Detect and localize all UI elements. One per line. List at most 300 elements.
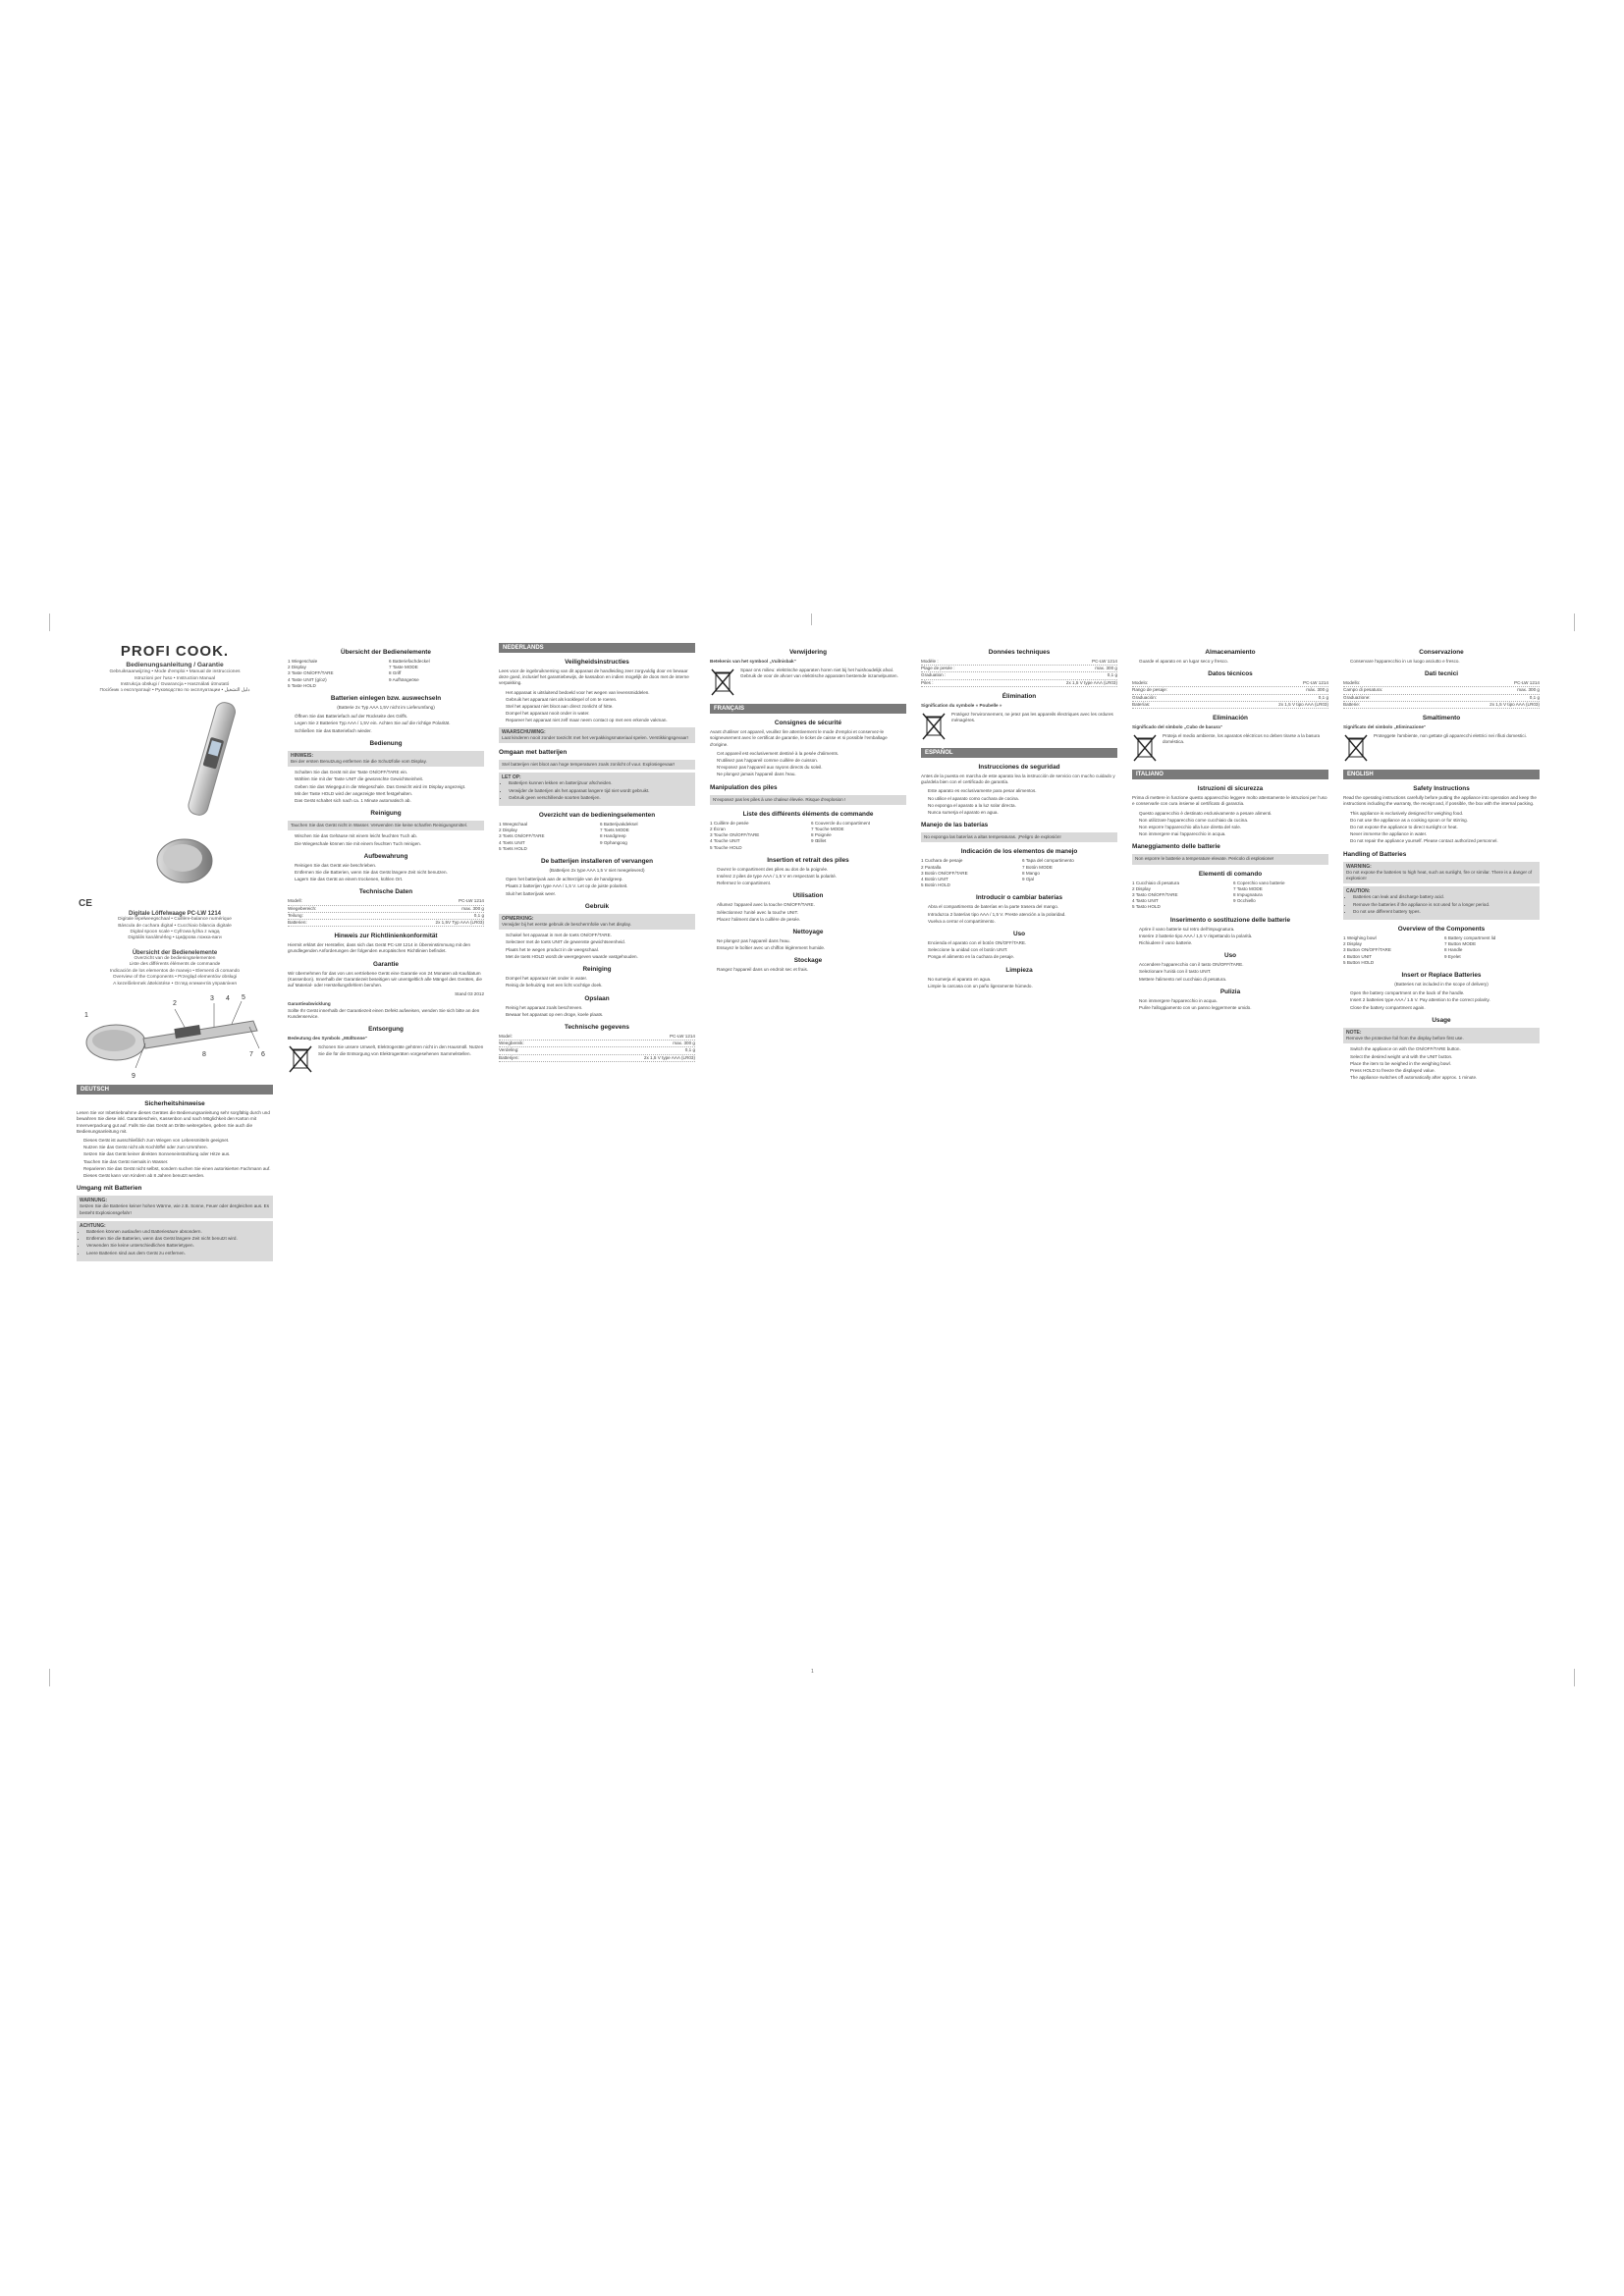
warning-label: WARNING:	[1346, 863, 1372, 870]
safety-item: • Never immerse the appliance in water.	[1350, 831, 1540, 837]
disposal-sub-es: Significado del símbolo „Cubo de basura“	[1132, 724, 1223, 730]
crop-mark	[811, 614, 812, 625]
wheelie-bin-icon	[1132, 733, 1158, 763]
model-translation: Digitális kanálmérleg • Цифрова ложка-ваги	[128, 935, 222, 941]
disposal-sub-fr: Signification du symbole « Poubelle »	[921, 702, 1002, 708]
use-item: • Ponga el alimento en la cuchara de pesaje.	[928, 954, 1117, 960]
use-item: • Placez l'aliment dans la cuillère de pesée.	[717, 917, 906, 923]
cleaning-title-nl: Reiniging	[582, 966, 612, 974]
component-item: 1 Weighing bowl	[1343, 935, 1377, 941]
crop-mark	[49, 1669, 50, 1686]
components-title-de: Übersicht der Bedienelemente	[341, 649, 431, 656]
insert-sub-en: (Batteries not included in the scope of delivery)	[1394, 982, 1489, 988]
use-item: • Sélectionnez l'unité avec la touche UNIT.	[717, 910, 906, 916]
component-item: 4 Toets UNIT	[499, 839, 525, 845]
warning-box-en	[1343, 862, 1540, 884]
battery-title-de: Umgang mit Batterien	[77, 1185, 142, 1193]
disposal-title-fr: Élimination	[1001, 692, 1037, 700]
spec-key: Modell:	[288, 898, 302, 904]
use-item: • Press HOLD to freeze the displayed value.	[1350, 1068, 1540, 1074]
safety-title-es: Instrucciones de seguridad	[978, 764, 1060, 772]
use-item: • The appliance switches off automatically after approx. 1 minute.	[1350, 1075, 1540, 1081]
storage-title-fr: Stockage	[793, 957, 823, 965]
spec-value: máx. 300 g	[1306, 687, 1328, 693]
tech-title-fr: Données techniques	[988, 649, 1051, 656]
safety-item: • Het apparaat is uitsluitend bedoeld voor het wegen van levensmiddelen.	[506, 690, 695, 696]
use-item: • Encienda el aparato con el botón ON/OFF/TARE.	[928, 940, 1117, 946]
spec-value: 0,1 g	[1529, 694, 1540, 700]
disposal-sub-it: Significato del simbolo „Eliminazione“	[1343, 724, 1427, 730]
insert-item: • Öffnen Sie das Batteriefach auf der Rückseite des Griffs.	[295, 714, 484, 720]
use-title-fr: Utilisation	[792, 892, 824, 900]
insert-item: • Introduzca 2 baterías tipo AAA / 1,5 V. Preste atención a la polaridad.	[928, 912, 1117, 918]
ce-mark: CE	[79, 897, 92, 909]
insert-item: • Vuelva a cerrar el compartimento.	[928, 919, 1117, 925]
component-item: 3 Tasto ON/OFF/TARE	[1132, 892, 1178, 898]
cover-language: Gebruiksaanwijzing • Mode d'emploi • Manual de instrucciones	[109, 669, 241, 675]
safety-item: • Cet appareil est exclusivement destiné à la pesée d'aliments.	[717, 751, 906, 757]
component-item: 3 Botón ON/OFF/TARE	[921, 870, 968, 876]
caution-item: • Gebruik geen verschillende soorten batterijen.	[509, 795, 692, 801]
caution-box-de	[77, 1221, 273, 1261]
tech-title-de: Technische Daten	[358, 888, 413, 896]
safety-item: • N'utilisez pas l'appareil comme cuillère de cuisson.	[717, 758, 906, 764]
storage-title-it: Conservazione	[1419, 649, 1464, 656]
spec-row	[1343, 687, 1540, 694]
spec-key: Rango de pesaje:	[1132, 687, 1168, 693]
component-item: 2 Display	[1132, 885, 1151, 891]
component-item: 5 Button HOLD	[1343, 959, 1375, 965]
wheelie-bin-icon	[921, 712, 947, 741]
spec-value: max. 300 g	[1095, 666, 1117, 671]
disposal-title-de: Entsorgung	[368, 1026, 404, 1034]
storage-item: • Reinigen Sie das Gerät wie beschrieben.	[295, 863, 484, 869]
component-item: 9 Aufhängeöse	[389, 676, 419, 682]
section-header-it: ITALIANO	[1132, 770, 1328, 779]
note-box-nl	[499, 914, 695, 930]
spec-row	[1132, 687, 1328, 694]
spec-row	[1132, 680, 1328, 687]
caution-label: LET OP:	[502, 774, 521, 781]
guarantee-title-de: Garantie	[373, 960, 399, 968]
insert-title-en: Insert or Replace Batteries	[1401, 972, 1482, 980]
spec-row	[499, 1034, 695, 1041]
spec-key: Teilung:	[288, 912, 303, 918]
storage-item: • Bewaar het apparaat op een droge, koele plaats.	[506, 1012, 695, 1018]
use-item: • Seleccione la unidad con el botón UNIT.	[928, 947, 1117, 953]
column-de	[288, 643, 484, 1659]
disposal-title-nl: Verwijdering	[788, 649, 827, 656]
safety-item: • Non immergere mai l'apparecchio in acqua.	[1139, 831, 1328, 837]
use-title-en: Usage	[1432, 1016, 1451, 1024]
callout-7: 7	[249, 1051, 253, 1059]
overview-translation: Liste des différents éléments de commande	[129, 962, 221, 968]
cleaning-item: • Limpie la carcasa con un paño ligeramente húmedo.	[928, 984, 1117, 989]
spec-key: Graduación:	[1132, 694, 1158, 700]
insert-title-de: Batterien einlegen bzw. auswechseln	[330, 695, 442, 703]
insert-item: • Sluit het batterijvak weer.	[506, 891, 695, 897]
insert-item: • Open the battery compartment on the back of the handle.	[1350, 990, 1540, 996]
storage-item: • Guarde el aparato en un lugar seco y fresco.	[1139, 659, 1328, 665]
cleaning-caution-de: Tauchen Sie das Gerät nicht in Wasser. Verwenden Sie keine scharfen Reinigungsmittel.	[288, 821, 484, 830]
safety-item: • Do not use the appliance as a cooking spoon or for stirring.	[1350, 818, 1540, 824]
cleaning-item: • Dompel het apparaat niet onder in water.	[506, 976, 695, 982]
callout-9: 9	[132, 1073, 135, 1081]
insert-item: • Plaats 2 batterijen type AAA / 1,5 V. Let op de juiste polariteit.	[506, 883, 695, 889]
use-title-it: Uso	[1223, 952, 1237, 960]
spec-row	[921, 680, 1117, 687]
battery-title-it: Maneggiamento delle batterie	[1132, 843, 1220, 851]
note-text: Remove the protective foil from the display before first use.	[1346, 1036, 1464, 1041]
disposal-sub-nl: Betekenis van het symbool „Vuilnisbak“	[710, 659, 796, 664]
note-label: HINWEIS:	[291, 752, 314, 759]
guarantee-date-de: Stand 03 2012	[455, 991, 484, 997]
component-item: 2 Display	[499, 828, 517, 833]
column-nl	[499, 643, 695, 1659]
caution-item: • Remove the batteries if the appliance is not used for a longer period.	[1353, 902, 1537, 908]
warning-text: Laat kinderen nooit zonder toezicht met het verpakkingsmateriaal spelen. Verstikkingsgevaar!	[502, 734, 688, 740]
note-label: OPMERKING:	[502, 915, 534, 922]
safety-title-de: Sicherheitshinweise	[144, 1100, 205, 1108]
component-item: 3 Button ON/OFF/TARE	[1343, 947, 1391, 953]
components-list-de	[288, 659, 484, 689]
service-title-de: Garantieabwicklung	[288, 1000, 331, 1006]
cleaning-title-it: Pulizia	[1219, 988, 1241, 995]
spec-value: 2x 1,5 V type AAA (LR03)	[1065, 679, 1117, 685]
caution-item: • Entfernen Sie die Batterien, wenn das Gerät längere Zeit nicht benutzt wird.	[86, 1236, 270, 1242]
safety-item: • Dieses Gerät ist ausschließlich zum Wiegen von Lebensmitteln geeignet.	[83, 1138, 273, 1144]
safety-intro-nl: Lees voor de ingebruikneming van dit apparaat de handleiding zeer zorgvuldig door en bewaar deze goed, inclusief het garantiebewijs, de kassabon en indien mogelijk de doos met de interne verpakking.	[499, 668, 689, 686]
caution-box-en	[1343, 886, 1540, 920]
spoon-scale-illustration	[77, 699, 273, 895]
insert-item: • Abra el compartimento de baterías en la parte trasera del mango.	[928, 904, 1117, 910]
components-diagram	[77, 991, 273, 1080]
section-header-en: ENGLISH	[1343, 770, 1540, 779]
caution-item: • Verwijder de batterijen als het apparaat langere tijd niet wordt gebruikt.	[509, 788, 692, 794]
safety-item: • Ne plongez jamais l'appareil dans l'eau.	[717, 772, 906, 777]
wheelie-bin-icon	[1343, 733, 1369, 763]
insert-item: • Inserire 2 batterie tipo AAA / 1,5 V rispettando la polarità.	[1139, 934, 1328, 939]
safety-title-fr: Consignes de sécurité	[774, 720, 842, 727]
component-item: 8 Mango	[1022, 870, 1040, 876]
storage-title-de: Aufbewahrung	[363, 852, 408, 860]
safety-intro-es: Antes de la puesta en marcha de este aparato lea la instrucción de servicio con mucho cuidado y guárdela bien con el certificado de garantía.	[921, 774, 1115, 785]
components-title-fr: Liste des différents éléments de commande	[742, 810, 874, 818]
spec-key: Batterie:	[1343, 701, 1361, 707]
spec-value: 2x 1,5 V tipo AAA (LR03)	[1278, 701, 1328, 707]
components-list-en	[1343, 935, 1540, 966]
guarantee-text-de: Wir übernehmen für das von uns vertriebene Gerät eine Garantie von 24 Monaten ab Kaufdatum (Kassenbon). Innerhalb der Garantiezeit beseitigen wir unentgeltlich alle Mängel des Gerätes, die auf Material- oder Herstellungsfehlern beruhen.	[288, 970, 482, 988]
caution-box-nl	[499, 773, 695, 806]
component-item: 3 Touche ON/OFF/TARE	[710, 832, 760, 838]
conformity-title-de: Hinweis zur Richtlinienkonformität	[334, 933, 438, 940]
caution-label: CAUTION:	[1346, 888, 1371, 895]
component-item: 1 Weegschaal	[499, 822, 528, 828]
safety-title-en: Safety Instructions	[1413, 785, 1470, 793]
safety-item: • Este aparato es exclusivamente para pesar alimentos.	[928, 788, 1117, 794]
use-item: • Switch the appliance on with the ON/OFF/TARE button.	[1350, 1046, 1540, 1052]
safety-item: • This appliance is exclusively designed for weighing food.	[1350, 811, 1540, 817]
disposal-title-it: Smaltimento	[1422, 715, 1461, 722]
tech-title-it: Dati tecnici	[1424, 670, 1459, 678]
spec-row	[921, 659, 1117, 666]
component-item: 4 Taste UNIT (g/oz)	[288, 676, 327, 682]
safety-item: • Nunca sumerja el aparato en agua.	[928, 810, 1117, 816]
storage-item: • Reinig het apparaat zoals beschreven.	[506, 1005, 695, 1011]
spec-key: Batterien:	[288, 920, 307, 926]
spec-value: PC-LW 1214	[1514, 680, 1540, 686]
spec-row	[499, 1047, 695, 1054]
use-item: • Selezionare l'unità con il tasto UNIT.	[1139, 969, 1328, 975]
component-item: 3 Taste ON/OFF/TARE	[288, 670, 334, 676]
use-title-de: Bedienung	[369, 739, 403, 747]
insert-item: • Richiudere il vano batterie.	[1139, 940, 1328, 946]
column-cover	[77, 643, 273, 1659]
crop-mark	[49, 614, 50, 631]
column-es	[921, 643, 1117, 1659]
safety-item: • Reparieren Sie das Gerät nicht selbst, sondern suchen Sie einen autorisierten Fachmann auf.	[83, 1166, 273, 1172]
component-item: 9 Œillet	[811, 838, 827, 844]
component-item: 5 Toets HOLD	[499, 845, 527, 851]
cleaning-item: • Pulire l'alloggiamento con un panno leggermente umido.	[1139, 1005, 1328, 1011]
spec-value: max. 300 g	[1517, 687, 1540, 693]
component-item: 7 Taste MODE	[389, 665, 418, 670]
caution-item: • Leere Batterien sind aus dem Gerät zu entfernen.	[86, 1251, 270, 1256]
disposal-text-it: Proteggete l'ambiente, non gettate gli apparecchi elettrici nei rifiuti domestici.	[1374, 733, 1527, 739]
use-item: • Mit der Taste HOLD wird der angezeigte Wert festgehalten.	[295, 791, 484, 797]
spec-key: Plage de pesée :	[921, 666, 955, 671]
components-title-en: Overview of the Components	[1397, 926, 1486, 934]
caution-item: • Do not use different battery types.	[1353, 909, 1537, 915]
spec-key: Graduation :	[921, 672, 947, 678]
disposal-text-fr: Protégez l'environnement, ne jetez pas les appareils électriques avec les ordures ménagères.	[951, 712, 1113, 723]
use-item: • Place the item to be weighed in the weighing bowl.	[1350, 1061, 1540, 1067]
caution-label: ACHTUNG:	[80, 1222, 106, 1229]
component-item: 2 Display	[288, 665, 306, 670]
battery-title-nl: Omgaan met batterijen	[499, 749, 568, 757]
spec-row	[1343, 702, 1540, 709]
component-item: 9 Eyelet	[1444, 953, 1461, 959]
safety-item: • Gebruik het apparaat niet als kooklepel of om te roeren.	[506, 697, 695, 703]
model-translation: Digitale lepelweegschaal • Cuillère-balance numérique	[118, 917, 232, 923]
spec-key: Weegbereik:	[499, 1041, 524, 1046]
cover-language: Instrukcja obsługi / Gwarancja • Használati útmutató	[120, 682, 230, 688]
callout-3: 3	[210, 995, 214, 1003]
spec-value: max. 300 g	[673, 1041, 695, 1046]
storage-item: • Entfernen Sie die Batterien, wenn Sie das Gerät längere Zeit nicht benutzen.	[295, 870, 484, 876]
overview-translation: A kezelőelemek áttekintése • Огляд елементів управління	[113, 981, 237, 987]
component-item: 4 Tasto UNIT	[1132, 898, 1159, 904]
cleaning-item: • Non immergere l'apparecchio in acqua.	[1139, 998, 1328, 1004]
use-item: • Geben Sie das Wiegegut in die Wiegeschale. Das Gewicht wird im Display angezeigt.	[295, 784, 484, 790]
spec-value: 0,1 g	[1107, 672, 1117, 678]
callout-8: 8	[202, 1051, 206, 1059]
use-title-nl: Gebruik	[584, 902, 610, 910]
spec-row	[1132, 702, 1328, 709]
cover-language: Istruzioni per l'uso • Instruction Manual	[134, 675, 216, 681]
cover-language: Посібник з експлуатації • Руководство по эксплуатации • دليل التشغيل	[99, 688, 250, 694]
component-item: 3 Toets ON/OFF/TARE	[499, 833, 545, 839]
cleaning-title-es: Limpieza	[1005, 966, 1033, 974]
spec-value: 2x 1,5V Typ AAA (LR03)	[435, 920, 484, 926]
battery-title-fr: Manipulation des piles	[710, 783, 778, 791]
use-item: • Das Gerät schaltet sich nach ca. 1 Minute automatisch ab.	[295, 798, 484, 804]
spec-key: Graduazione:	[1343, 694, 1371, 700]
safety-item: • Stel het apparaat niet bloot aan direct zonlicht of hitte.	[506, 704, 695, 710]
insert-item: • Aprire il vano batterie sul retro dell'impugnatura.	[1139, 927, 1328, 933]
cover-title: Bedienungsanleitung / Garantie	[126, 662, 224, 669]
spec-row	[288, 920, 484, 927]
page-number: 1	[811, 1669, 814, 1675]
component-item: 8 Poignée	[811, 832, 832, 838]
use-title-es: Uso	[1012, 931, 1026, 938]
component-item: 1 Wiegeschale	[288, 659, 318, 664]
safety-intro-de: Lesen Sie vor Inbetriebnahme dieses Gerätes die Bedienungsanleitung sehr sorgfältig durch und bewahren Sie diese inkl. Garantieschein, Kassenbon und nach Möglichkeit den Karton mit Innenverpackung gut auf. Falls Sie das Gerät an Dritte weitergeben, geben Sie auch die Bedienungsanleitung mit.	[77, 1110, 270, 1134]
use-item: • Allumez l'appareil avec la touche ON/OFF/TARE.	[717, 902, 906, 908]
insert-sub-nl: (Batterijen 2x type AAA 1,5 V niet meegeleverd)	[549, 868, 645, 874]
spec-key: Piles :	[921, 679, 934, 685]
component-item: 5 Taste HOLD	[288, 682, 316, 688]
use-item: • Plaats het te wegen product in de weegschaal.	[506, 947, 695, 953]
spec-value: PC-LW 1214	[459, 898, 484, 904]
use-item: • Accendere l'apparecchio con il tasto ON/OFF/TARE.	[1139, 962, 1328, 968]
brand-logo: PROFI COOK.	[120, 643, 230, 660]
callout-2: 2	[173, 1000, 177, 1008]
wheelie-bin-icon	[288, 1044, 313, 1074]
warning-box-de	[77, 1196, 273, 1218]
components-title-it: Elementi di comando	[1198, 870, 1263, 878]
component-item: 4 Button UNIT	[1343, 953, 1373, 959]
component-item: 2 Pantalla	[921, 864, 942, 870]
use-item: • Select the desired weight unit with the UNIT button.	[1350, 1054, 1540, 1060]
component-item: 1 Cuchara de pesaje	[921, 858, 963, 864]
safety-intro-en: Read the operating instructions carefully before putting the appliance into operation and keep the instructions including the warranty, the receipt and, if possible, the box with the internal packing.	[1343, 795, 1537, 807]
components-list-nl	[499, 822, 695, 852]
components-list-es	[921, 858, 1117, 888]
use-item: • Selecteer met de toets UNIT de gewenste gewichtseenheid.	[506, 939, 695, 945]
disposal-sub-de: Bedeutung des Symbols „Mülltonne“	[288, 1036, 368, 1041]
cleaning-title-de: Reinigung	[370, 810, 402, 818]
spec-row	[921, 672, 1117, 679]
disposal-title-es: Eliminación	[1213, 715, 1248, 722]
component-item: 8 Griff	[389, 670, 402, 676]
spec-row	[499, 1055, 695, 1062]
spec-key: Modelo:	[1132, 680, 1149, 686]
caution-item: • Batteries can leak and discharge battery acid.	[1353, 894, 1537, 900]
safety-item: • Do not repair the appliance yourself. Please contact authorized personnel.	[1350, 838, 1540, 844]
spec-value: PC-LW 1214	[1092, 659, 1117, 664]
component-item: 6 Batteriefachdeckel	[389, 659, 430, 664]
component-item: 4 Touche UNIT	[710, 838, 740, 844]
manual-sheet	[77, 643, 1549, 1675]
overview-translation: Overview of the Components • Przegląd elementów obsługi	[112, 975, 238, 981]
spec-value: PC-LW 1214	[670, 1033, 695, 1039]
component-item: 9 Occhiello	[1233, 898, 1256, 904]
safety-item: • Non esporre l'apparecchio alla luce diretta del sole.	[1139, 825, 1328, 830]
storage-item: • Conservare l'apparecchio in un luogo asciutto e fresco.	[1350, 659, 1540, 665]
spec-value: 2x 1,5 V tipo AAA (LR03)	[1489, 701, 1540, 707]
callout-1: 1	[84, 1012, 88, 1020]
safety-item: • Dompel het apparaat nooit onder in water.	[506, 711, 695, 717]
component-item: 8 Handle	[1444, 947, 1463, 953]
spec-key: Model:	[499, 1033, 513, 1039]
spec-value: 0,1 g	[684, 1047, 695, 1053]
spec-row	[288, 906, 484, 913]
safety-item: • Repareer het apparaat niet zelf maar neem contact op met een erkende vakman.	[506, 718, 695, 723]
section-header-fr: FRANÇAIS	[710, 704, 906, 714]
spec-key: Batterijen:	[499, 1054, 519, 1060]
insert-item: • Refermez le compartiment.	[717, 881, 906, 886]
safety-intro-it: Prima di mettere in funzione questo apparecchio leggere molto attentamente le istruzioni per l'uso e conservarle con cura insieme al certificato di garanzia.	[1132, 795, 1327, 807]
safety-item: • Setzen Sie das Gerät keiner direkten Sonneneinstrahlung oder Hitze aus.	[83, 1151, 273, 1157]
spec-key: Verdeling:	[499, 1047, 519, 1053]
component-item: 8 Impugnatura	[1233, 892, 1263, 898]
battery-warning-it: Non esporre le batterie a temperature elevate. Pericolo di esplosione!	[1132, 854, 1328, 864]
safety-list-de	[77, 1138, 273, 1179]
safety-intro-fr: Avant d'utiliser cet appareil, veuillez lire attentivement le mode d'emploi et conservez-le soigneusement avec le certificat de garantie, le ticket de caisse et si possible l'emballage d'origine.	[710, 729, 888, 747]
disposal-text-es: Proteja el medio ambiente, los aparatos eléctricos no deben tirarse a la basura doméstica.	[1163, 733, 1321, 745]
use-item: • Schakel het apparaat in met de toets ON/OFF/TARE.	[506, 933, 695, 938]
safety-item: • Do not expose the appliance to direct sunlight or heat.	[1350, 825, 1540, 830]
disposal-text-nl: Spaar ons milieu: elektrische apparaten horen niet bij het huishoudelijk afval. Gebruik de voor de afvoer van elektrische apparaten bestemde inzamelpunten.	[740, 667, 898, 679]
component-item: 7 Toets MODE	[600, 828, 629, 833]
components-list-it	[1132, 881, 1328, 911]
cleaning-title-fr: Nettoyage	[792, 929, 824, 936]
insert-item: • Insert 2 batteries type AAA / 1.5 V. Pay attention to the correct polarity.	[1350, 997, 1540, 1003]
component-item: 9 Ojal	[1022, 877, 1035, 882]
safety-item: • No utilice el aparato como cuchara de cocina.	[928, 796, 1117, 802]
component-item: 7 Button MODE	[1444, 941, 1477, 947]
component-item: 5 Touche HOLD	[710, 844, 742, 850]
spec-row	[288, 898, 484, 905]
component-item: 6 Couvercle du compartiment	[811, 820, 871, 826]
spec-key: Modèle :	[921, 659, 939, 664]
note-label: NOTE:	[1346, 1029, 1362, 1036]
insert-item: • Ouvrez le compartiment des piles au dos de la poignée.	[717, 867, 906, 873]
column-it	[1132, 643, 1328, 1659]
section-header-de: DEUTSCH	[77, 1085, 273, 1095]
section-header-nl: NEDERLANDS	[499, 643, 695, 653]
component-item: 5 Botón HOLD	[921, 882, 950, 888]
component-item: 7 Botón MODE	[1022, 864, 1053, 870]
disposal-text-de: Schonen Sie unsere Umwelt, Elektrogeräte gehören nicht in den Hausmüll. Nutzen Sie die für die Entsorgung von Elektrogeräten vorgesehenen Sammelstellen.	[318, 1044, 484, 1056]
component-item: 9 Ophangoog	[600, 839, 627, 845]
components-title-nl: Overzicht van de bedieningselementen	[538, 812, 656, 820]
spec-row	[1343, 695, 1540, 702]
model-translation: Báscula de cuchara digital • Cucchiaio bilancia digitale	[118, 923, 232, 929]
safety-item: • Questo apparecchio è destinato esclusivamente a pesare alimenti.	[1139, 811, 1328, 817]
component-item: 4 Botón UNIT	[921, 877, 948, 882]
insert-item: • Close the battery compartment again.	[1350, 1005, 1540, 1011]
battery-warning-es: No exponga las baterías a altas temperaturas. ¡Peligro de explosión!	[921, 832, 1117, 842]
component-item: 6 Battery compartment lid	[1444, 935, 1496, 941]
safety-item: • Non utilizzare l'apparecchio come cucchiaio da cucina.	[1139, 818, 1328, 824]
cleaning-item: • Reinig de behuizing met een licht vochtige doek.	[506, 983, 695, 988]
spec-row	[1343, 680, 1540, 687]
spec-key: Wiegebereich:	[288, 905, 317, 911]
warning-label: WAARSCHUWING:	[502, 728, 546, 735]
insert-item: • Legen Sie 2 Batterien Typ AAA / 1,5V ein. Achten Sie auf die richtige Polarität.	[295, 721, 484, 726]
safety-item: • Nutzen Sie das Gerät nicht als Kochlöffel oder zum Umrühren.	[83, 1145, 273, 1150]
component-item: 1 Cucchiaio di pesatura	[1132, 880, 1180, 885]
overview-translation: Indicación de los elementos de manejo • Elementi di comando	[109, 968, 241, 974]
warning-label: WARNUNG:	[80, 1198, 108, 1204]
spec-value: 2x 1,5 V type AAA (LR03)	[643, 1054, 695, 1060]
overview-translation: Overzicht van de bedieningselementen	[134, 956, 216, 962]
component-item: 7 Touche MODE	[811, 827, 844, 832]
components-list-fr	[710, 821, 906, 851]
components-title-es: Indicación de los elementos de manejo	[960, 848, 1078, 856]
